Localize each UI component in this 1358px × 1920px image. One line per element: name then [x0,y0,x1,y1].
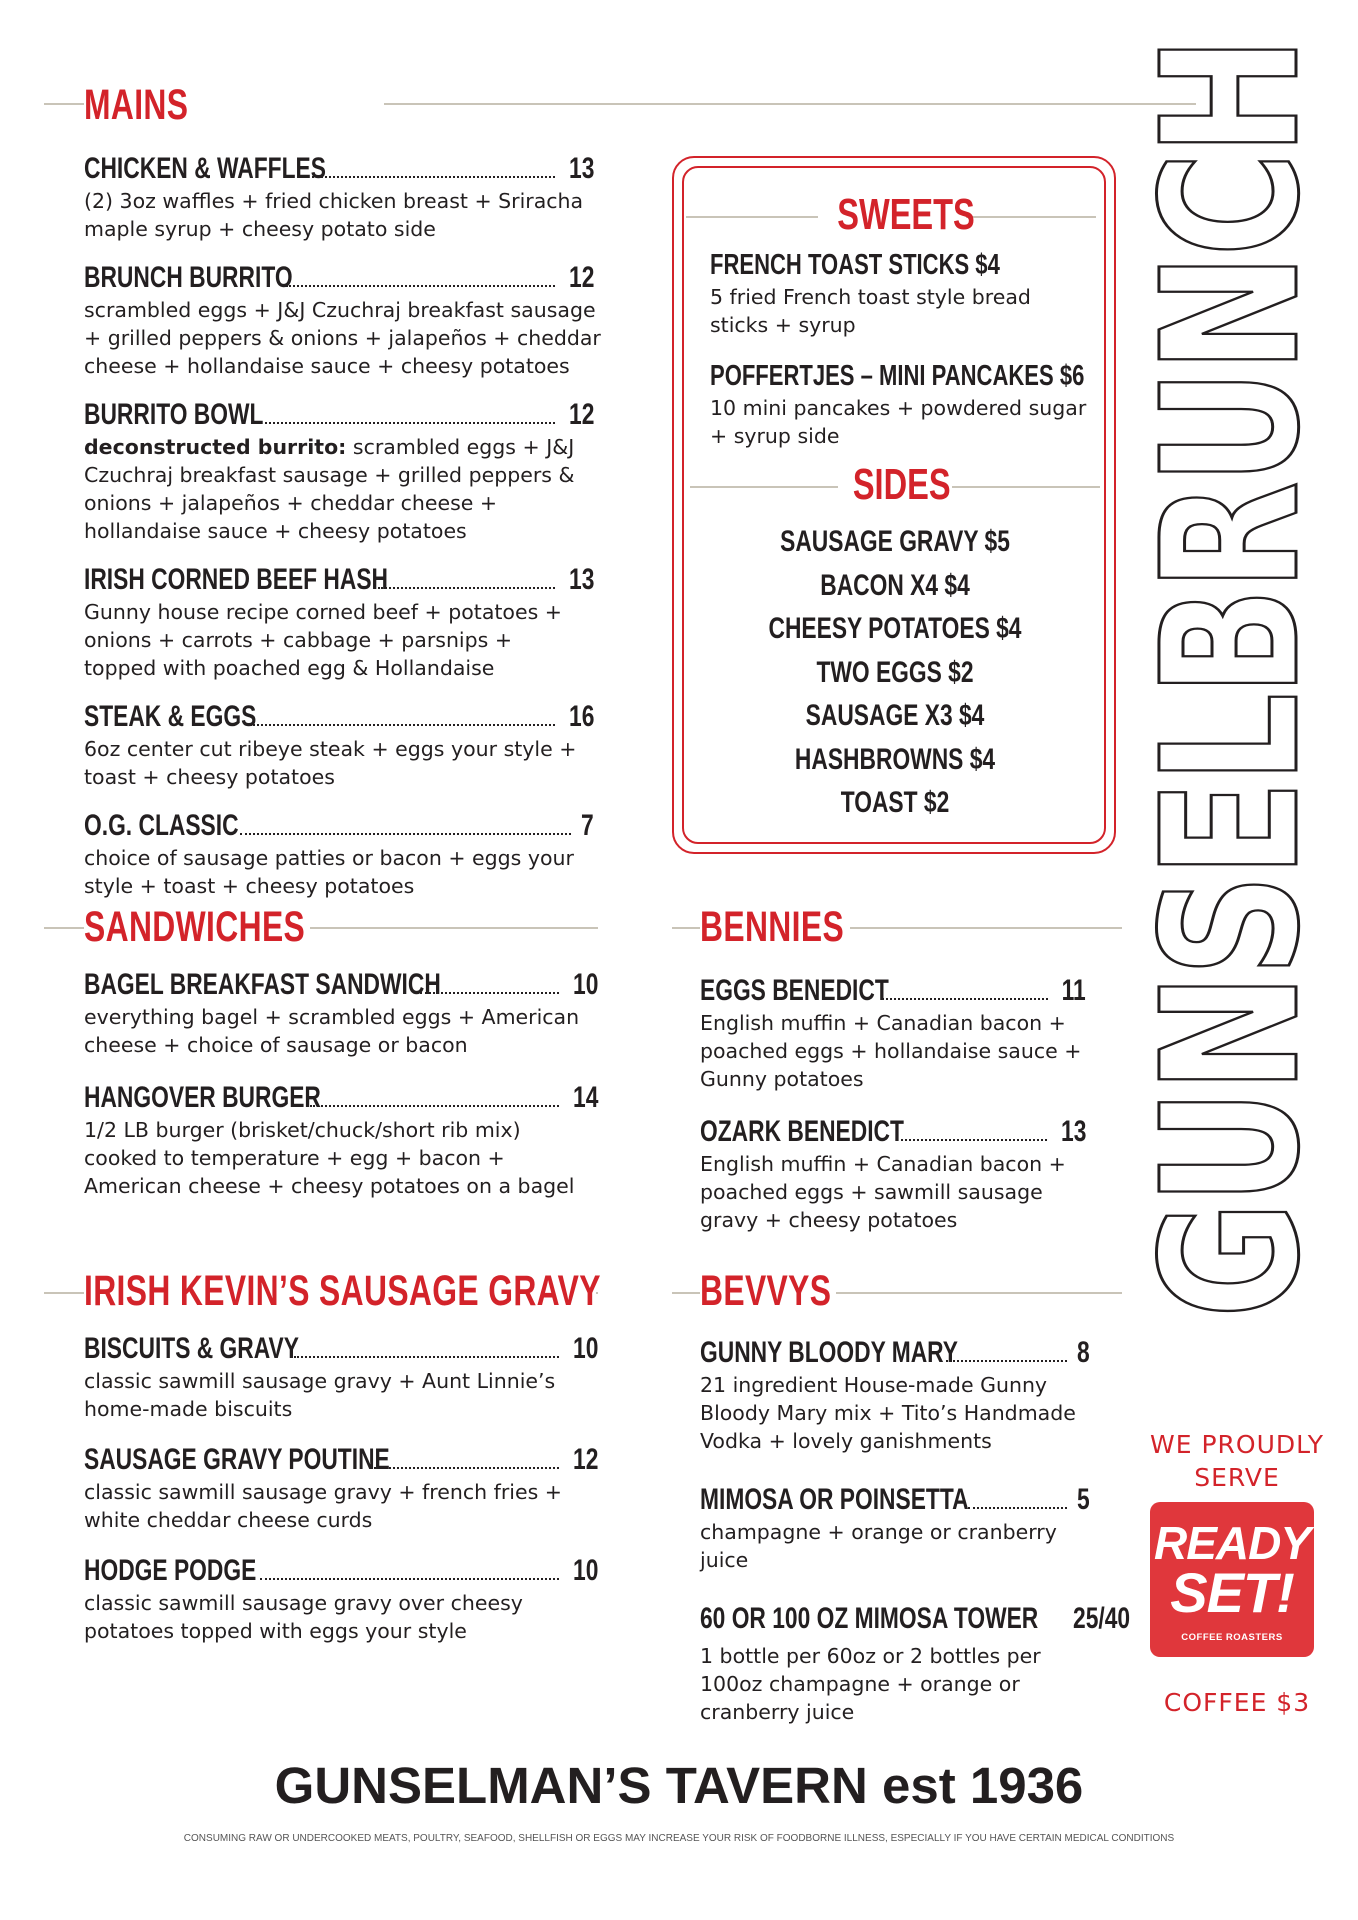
item-price: 10 [572,1332,598,1365]
item-price: 12 [572,1443,598,1476]
mains-list [84,150,601,900]
leader-dots [260,421,555,424]
item-name: MIMOSA OR POINSETTA [700,1483,969,1516]
menu-item [84,1441,598,1534]
item-price: 13 [1060,1115,1086,1148]
item-name: BURRITO BOWL [84,398,264,431]
bennies-list [700,972,1086,1234]
side-item: HASHBROWNS $4 [794,742,996,776]
proudly-line-2: SERVE [1194,1463,1280,1492]
item-name: BAGEL BREAKFAST SANDWICH [84,968,441,1001]
leader-dots [310,1104,559,1107]
ready-set-logo [1150,1502,1314,1657]
item-name: SAUSAGE GRAVY POUTINE [84,1443,390,1476]
coffee-price: COFFEE $3 [1163,1688,1311,1717]
item-desc: English muffin + Canadian bacon + poached eggs + hollandaise sauce + Gunny potatoes [700,1011,1082,1091]
item-price: 5 [1077,1483,1090,1516]
logo-line-1: READY [1153,1517,1311,1569]
brand-vertical-wordmark [1122,0,1341,1318]
menu-item [84,150,594,243]
item-name: HODGE PODGE [84,1554,257,1587]
sides-title-wrap [838,460,952,510]
item-name: BRUNCH BURRITO [84,261,293,294]
menu-item [84,698,594,791]
leader-dots [968,1506,1067,1509]
item-name: 60 OR 100 OZ MIMOSA TOWER [700,1602,1039,1635]
item-desc: (2) 3oz waffles + fried chicken breast + Sriracha maple syrup + cheesy potato side [84,189,584,241]
sides-title: SIDES [852,460,951,509]
side-item: CHEESY POTATOES $4 [768,612,1022,645]
item-price: 13 [568,152,594,185]
leader-dots [312,175,555,178]
item-desc: 1/2 LB burger (brisket/chuck/short rib mix) cooked to temperature + egg + bacon + American cheese + cheesy potatoes on a bagel [84,1118,575,1198]
proudly-serve [1132,1428,1342,1494]
bevvys-title: BEVVYS [700,1267,832,1315]
item-desc: 5 fried French toast style bread sticks + syrup [710,285,1031,337]
item-name: HANGOVER BURGER [84,1081,321,1114]
item-price: 10 [572,968,598,1001]
menu-item [84,807,594,900]
item-desc: classic sawmill sausage gravy + french fries + white cheddar cheese curds [84,1480,562,1532]
side-item: SAUSAGE X3 $4 [805,699,985,732]
side-item: BACON X4 $4 [820,568,970,602]
item-desc: scrambled eggs + J&J Czuchraj breakfast sausage + grilled peppers & onions + jalapeños + cheddar cheese + hollandaise sauce + cheesy potatoes [84,298,601,378]
sweets-list [710,248,1090,450]
item-desc [84,433,584,545]
side-item: SAUSAGE GRAVY $5 [780,525,1010,558]
menu-item [700,1600,1130,1726]
sweet-item [710,248,1090,339]
item-desc: Gunny house recipe corned beef + potatoes + onions + carrots + cabbage + parsnips + topped with poached egg & Hollandaise [84,600,562,680]
menu-item [84,561,594,682]
menu-item [700,1113,1086,1234]
sweet-item [710,359,1090,450]
item-price: 11 [1061,974,1086,1007]
item-price: 8 [1077,1336,1090,1369]
leader-dots [374,1466,559,1469]
item-price: 7 [581,809,594,842]
item-price: 14 [572,1081,598,1114]
menu-item [700,1334,1090,1455]
leader-dots [286,284,555,287]
bennies-title-wrap [700,902,850,952]
item-desc-rest: scrambled eggs + J&J Czuchraj breakfast sausage + grilled peppers & onions + jalapeños + cheddar cheese + hollandaise sauce + cheesy potatoes [84,435,575,543]
item-name: GUNNY BLOODY MARY [700,1336,959,1369]
sweets-title-wrap [818,190,975,240]
bevvys-list [700,1334,1130,1726]
bennies-title: BENNIES [700,903,845,951]
item-desc: 10 mini pancakes + powdered sugar + syrup side [710,396,1087,448]
sandwiches-title: SANDWICHES [84,903,306,951]
menu-item [700,972,1086,1093]
item-desc: classic sawmill sausage gravy + Aunt Linnie’s home-made biscuits [84,1369,556,1421]
side-item: TWO EGGS $2 [816,655,974,689]
leader-dots [250,723,555,726]
item-price: 16 [568,700,594,733]
item-name: EGGS BENEDICT [700,974,889,1007]
menu-item [84,396,594,545]
item-name: BISCUITS & GRAVY [84,1332,299,1365]
item-desc-bold: deconstructed burrito: [84,435,347,459]
proudly-line-1: WE PROUDLY [1149,1430,1324,1459]
leader-dots [378,586,555,589]
logo-line-2: SET! [1170,1561,1294,1624]
sides-list [690,520,1100,825]
item-name: IRISH CORNED BEEF HASH [84,563,389,596]
item-desc: 1 bottle per 60oz or 2 bottles per 100oz champagne + orange or cranberry juice [700,1644,1041,1724]
leader-dots [240,832,571,835]
item-desc: 6oz center cut ribeye steak + eggs your style + toast + cheesy potatoes [84,737,577,789]
leader-dots [946,1359,1067,1362]
item-price: 25/40 [1072,1602,1130,1635]
item-desc: everything bagel + scrambled eggs + American cheese + choice of sausage or bacon [84,1005,580,1057]
sandwiches-list [84,966,598,1200]
leader-dots [260,1577,559,1580]
sweet-name: POFFERTJES – MINI PANCAKES $6 [710,360,1085,392]
menu-item [84,966,598,1059]
brand-vertical-text: GUNSELBRUNCH [1122,39,1341,1318]
side-item: TOAST $2 [840,786,950,819]
item-price: 12 [568,398,594,431]
item-desc: classic sawmill sausage gravy over cheesy potatoes topped with eggs your style [84,1591,523,1643]
item-price: 12 [568,261,594,294]
menu-item [84,1552,598,1645]
sweets-title: SWEETS [837,190,975,239]
item-name: O.G. CLASSIC [84,809,239,842]
bevvys-title-wrap [700,1266,836,1316]
leader-dots [294,1355,559,1358]
sandwiches-title-wrap [84,902,310,952]
item-price: 13 [568,563,594,596]
gravy-title-wrap [84,1266,601,1316]
mains-title: MAINS [84,81,189,129]
item-desc: champagne + orange or cranberry juice [700,1520,1057,1572]
leader-dots [896,1138,1047,1141]
logo-sub: COFFEE ROASTERS [1181,1632,1283,1643]
item-price: 10 [572,1554,598,1587]
mains-title-wrap [84,80,384,130]
item-desc: 21 ingredient House-made Gunny Bloody Mary mix + Tito’s Handmade Vodka + lovely ganishments [700,1373,1076,1453]
footer-title: GUNSELMAN’S TAVERN est 1936 [274,1757,1084,1814]
gravy-title: IRISH KEVIN’S SAUSAGE GRAVY [84,1267,601,1315]
disclaimer: CONSUMING RAW OR UNDERCOOKED MEATS, POULTRY, SEAFOOD, SHELLFISH OR EGGS MAY INCREASE YOUR RISK OF FOODBORNE ILLNESS, ESPECIALLY IF YOU HAVE CERTAIN MEDICAL CONDITIONS [183,1833,1175,1844]
menu-item [84,1330,598,1423]
gravy-list [84,1330,598,1645]
menu-item [84,259,601,380]
item-desc: choice of sausage patties or bacon + eggs your style + toast + cheesy potatoes [84,846,574,898]
menu-item [700,1481,1090,1574]
sweet-name: FRENCH TOAST STICKS $4 [710,249,1000,281]
item-desc: English muffin + Canadian bacon + poached eggs + sawmill sausage gravy + cheesy potatoes [700,1152,1066,1232]
item-name: CHICKEN & WAFFLES [84,152,326,185]
item-name: OZARK BENEDICT [700,1115,904,1148]
item-name: STEAK & EGGS [84,700,257,733]
leader-dots [882,997,1048,1000]
menu-item [84,1079,598,1200]
